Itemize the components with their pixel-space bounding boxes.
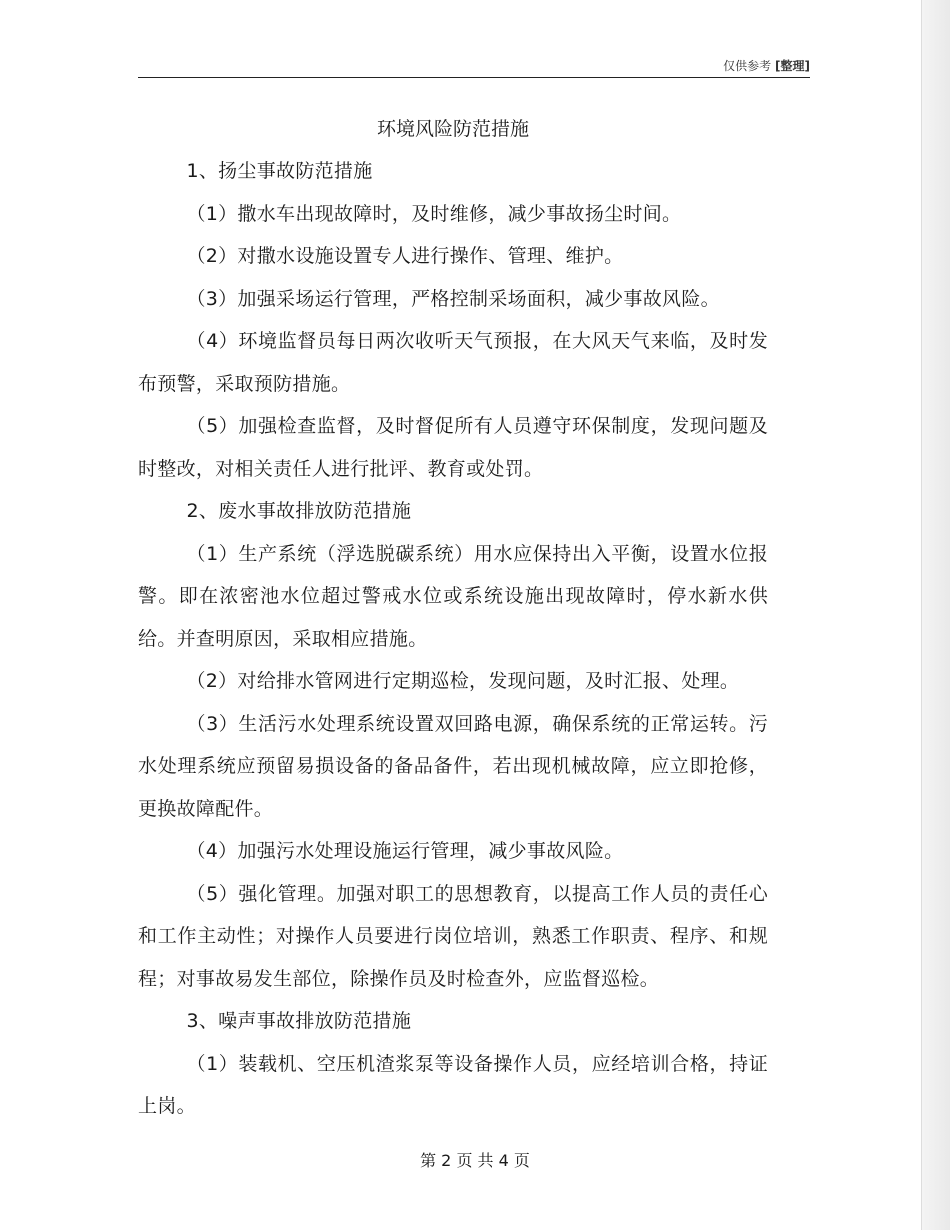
section-heading-1: 1、扬尘事故防范措施 xyxy=(186,160,373,182)
header-label: 仅供参考 xyxy=(723,59,772,73)
paragraph: （3）生活污水处理系统设置双回路电源，确保系统的正常运转。污水处理系统应预留易损设备的备品备件，若出现机械故障，应立即抢修，更换故障配件。 xyxy=(138,712,768,820)
paragraph: （5）强化管理。加强对职工的思想教育，以提高工作人员的责任心和工作主动性；对操作人员要进行岗位培训，熟悉工作职责、程序、和规程；对事故易发生部位，除操作员及时检查外，应监督巡检。 xyxy=(138,882,768,990)
document-body xyxy=(138,108,768,1128)
paragraph: （1）装载机、空压机渣浆泵等设备操作人员，应经培训合格，持证上岗。 xyxy=(138,1052,768,1117)
document-title: 环境风险防范措施 xyxy=(376,118,529,140)
page-header xyxy=(138,55,810,78)
paragraph: （4）环境监督员每日两次收听天气预报，在大风天气来临，及时发布预警，采取预防措施。 xyxy=(138,330,768,395)
section-heading-3: 3、噪声事故排放防范措施 xyxy=(186,1010,412,1032)
header-tag: [整理] xyxy=(775,59,810,73)
section-heading-2: 2、废水事故排放防范措施 xyxy=(186,500,412,522)
page-footer: 第 2 页 共 4 页 xyxy=(420,1151,530,1170)
paragraph: （4）加强污水处理设施运行管理，减少事故风险。 xyxy=(186,840,624,862)
paragraph: （2）对撒水设施设置专人进行操作、管理、维护。 xyxy=(186,245,624,267)
header-note xyxy=(723,57,810,74)
paragraph: （5）加强检查监督，及时督促所有人员遵守环保制度，发现问题及时整改，对相关责任人进行批评、教育或处罚。 xyxy=(138,415,768,480)
paragraph: （1）生产系统（浮选脱碳系统）用水应保持出入平衡，设置水位报警。即在浓密池水位超过警戒水位或系统设施出现故障时，停水新水供给。并查明原因，采取相应措施。 xyxy=(138,542,768,650)
page-edge xyxy=(921,0,950,1230)
paragraph: （1）撒水车出现故障时，及时维修，减少事故扬尘时间。 xyxy=(186,202,682,225)
paragraph: （2）对给排水管网进行定期巡检，发现问题，及时汇报、处理。 xyxy=(186,670,740,692)
paragraph: （3）加强采场运行管理，严格控制采场面积，减少事故风险。 xyxy=(186,287,720,310)
